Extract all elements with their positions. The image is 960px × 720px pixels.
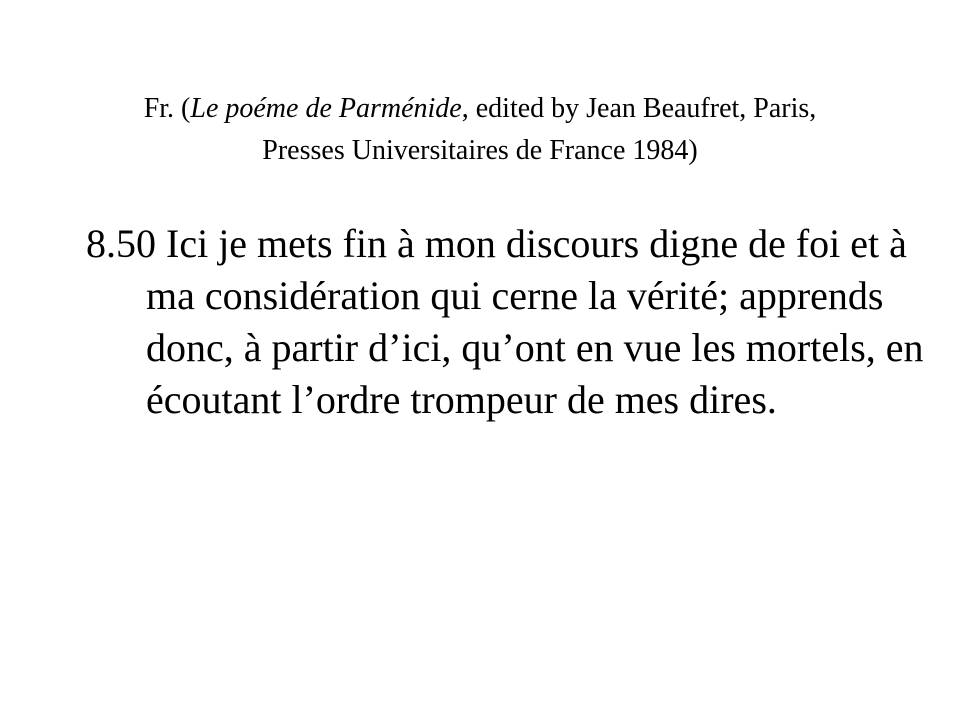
passage-number: 8.50 xyxy=(86,221,156,266)
slide-title xyxy=(60,88,900,172)
title-suffix: , edited by Jean Beaufret, Paris, xyxy=(461,93,817,124)
book-title: Le poéme de Parménide xyxy=(190,93,462,124)
passage-text xyxy=(86,218,946,426)
title-prefix: Fr. ( xyxy=(143,93,191,124)
passage-body: Ici je mets fin à mon discours digne de foi et à ma considération qui cerne la vérité; apprends donc, à partir d’ici, qu’ont en vue les mortels, en écoutant l’ordre trompeur de mes dires. xyxy=(146,221,924,422)
title-publisher: Presses Universitaires de France 1984) xyxy=(262,135,698,166)
